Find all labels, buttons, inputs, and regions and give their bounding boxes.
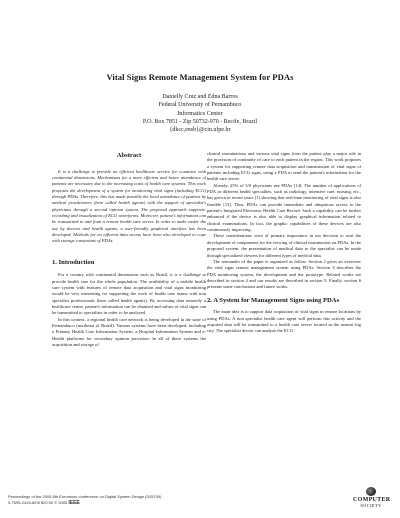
viewer-paragraph: These considerations were of primary importance in our decision to start the development of components for the viewing of clinical examination on PDAs. In the proposed system, the presentation of medical data to the specialist can be made through specialized viewers for different types of medical data.: [207, 233, 361, 258]
author-names: Danielly Cruz and Edna Barros: [162, 94, 238, 100]
affiliation-university: Federal University of Pernambuco: [158, 102, 242, 109]
section-1-heading: 1. Introduction: [52, 258, 95, 266]
intro-paragraph-1: For a country with continental dimensions such as Brazil, it is a challenge to provide health care for the whole population. The availability of a mobile health care system with features of remote data acquisition and vital signs monitoring would be very interesting for supporting the work of health care teams with non specialist professionals (here called health agents). By accessing data remotely a healthcare center, patient's information can be obtained and values of vital signs can be transmitted to specialists in order to be analyzed.: [52, 272, 206, 316]
affiliation-center: Informatics Center: [177, 110, 223, 117]
footer-citation: [8, 494, 162, 506]
abstract-heading: Abstract: [116, 152, 142, 159]
organization-paragraph: The remainder of the paper is organized as follow. Section 2 gives an overview the vital signs remote management system using PDAs. Section 3 describes the PDA monitoring system, the development and the prototype. Related works are described in section 4 and our results are described in section 5. Finally, section 6 presents some conclusions and future works.: [207, 258, 361, 290]
section-2-paragraph: The main idea is to support data acquisition of vital signs in remote locations by using PDAs. A non specialist health care agent will perform this activity and the acquired data will be transmitted to a health care server located in the nearest big city. The specialist doctor can analyze the ECG: [207, 309, 361, 334]
logo-line-society: SOCIETY: [360, 503, 382, 508]
section-2-heading: 2. A System for Management Signs using PDAs: [207, 296, 340, 304]
right-column: [207, 151, 361, 335]
intro-continued-paragraph: clinical examinations and various vital signs from the patient play a major role in the provision of continuity of care to each patient in the region. This work proposes a system for supporting remote data acquisition and transmission of vital signs of patients including ECG signs, using a PDA to send the patient's information for the health care server.: [207, 151, 361, 182]
postal-address: P.O. Box 7851 - Zip 50732-970 - Recife, Brazil: [142, 118, 258, 125]
globe-icon: [366, 487, 376, 496]
proceedings-line: Proceedings of the 2005 8th Euromicro conference on Digital System Design (DSD'05): [8, 494, 162, 499]
author-email: {dkcc,ensb}@cin.ufpe.br: [169, 127, 231, 134]
ieee-logo-text: IEEE: [68, 499, 80, 506]
computer-society-logo: [353, 487, 389, 513]
paper-title: Vital Signs Remote Management System for PDAs: [106, 72, 294, 82]
intro-paragraph-2: In this context, a regional health care network is being developed in the state of Pernambuco (northeast of Brazil). Various systems have been developed, including a Primary Health Care Information System, a Hospital Information System and e-Health platforms for secondary opinion provision. In all of these systems the acquisition and storage of: [52, 316, 206, 348]
isbn-line: [8, 500, 162, 507]
author-block: [0, 93, 400, 134]
pda-usage-paragraph: Already, 25% of US physicians use PDAs [14]. The number of applications of PDA in different health specialties, such as radiology, intensive care, nursing, etc., has grown in recent years [1] showing that real-time monitoring of vital signs is also feasible [13]. Thus, PDAs can provide immediate and ubiquitous access to the patient's Integrated Electronic Health Care Record. Such a capability can be further enhanced if the device is also able to display graphical information related to clinical examinations. In fact, the graphic capabilities of these devices are also continuously improving.: [207, 182, 361, 233]
left-column: [52, 152, 206, 348]
logo-line-computer: COMPUTER: [353, 497, 391, 503]
isbn-text: 0-7695-2433-8/05 $20.00 © 2005: [8, 499, 68, 505]
abstract-text: It is a challenge to provide an efficient healthcare service for countries with continental dimensions. Mechanisms for a more efficient and better attendance of patients are necessary due to the increasing costs of health care systems. This work proposes the development of a system for monitoring vital signs (including ECG) through PDAs. Therefore, this has made possible the local attendance of patients by medical practitioners (here called health agents) with the support of specialist's physicians through a second opinion system. The proposed approach supports: recording and visualization of ECG waveforms. Moreover, patient's information can be transmitted to and from a remote health care server. In order to make easier the use by doctors and health agents, a user-friendly graphical interface has been developed. Methods for an efficient data access have been also developed to cope with storage constraints of PDAs.: [52, 168, 206, 244]
